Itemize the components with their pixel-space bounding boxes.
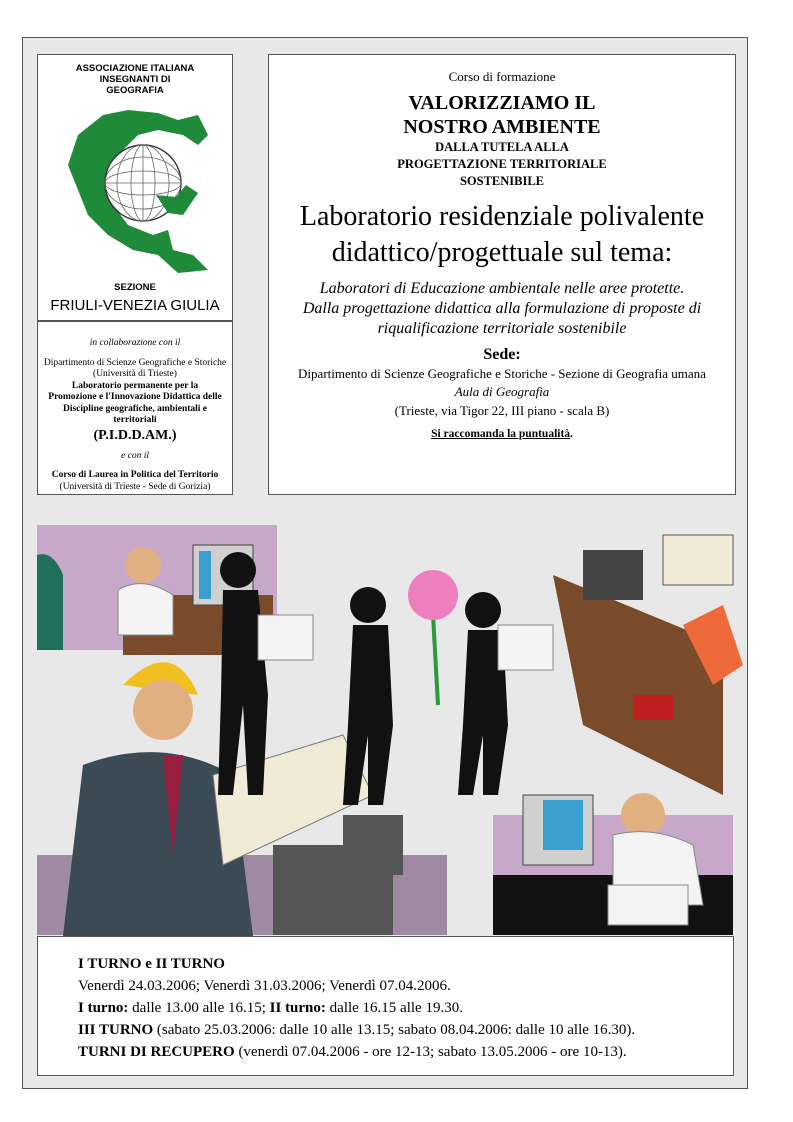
schedule-dates: Venerdì 24.03.2006; Venerdì 31.03.2006; Venerdì 07.04.2006. <box>78 978 451 994</box>
subtitle-line: DALLA TUTELA ALLA <box>435 140 569 154</box>
subtitle-line: PROGETTAZIONE TERRITORIALE <box>397 157 607 171</box>
paperwork <box>608 885 688 925</box>
title-line: VALORIZZIAMO IL <box>408 92 596 114</box>
venue-label: Sede: <box>483 346 521 363</box>
collab-course: Corso di Laurea in Politica del Territorio <box>51 470 219 480</box>
venue-dept: Dipartimento di Scienze Geografiche e Storiche - Sezione di Geografia umana <box>298 366 706 381</box>
right-monitor <box>583 550 643 600</box>
schedule-box <box>37 936 734 1076</box>
paper-stacks <box>258 615 553 670</box>
collab-course-univ: (Università di Trieste - Sede di Gorizia) <box>59 481 211 492</box>
worker-head <box>621 793 665 837</box>
collab-lab-line: Laboratorio permanente per la <box>71 380 199 391</box>
chair-shape <box>37 554 63 650</box>
collab-dept-univ: (Università di Trieste) <box>93 369 177 379</box>
flower-stem <box>433 615 438 705</box>
collab-dept: Dipartimento di Scienze Geografiche e Storiche <box>43 357 227 368</box>
schedule-recovery: TURNI DI RECUPERO (venerdì 07.04.2006 - ore 12-13; sabato 13.05.2006 - ore 10-13). <box>78 1044 627 1060</box>
collab-intro: in collaborazione con il <box>89 338 181 348</box>
collab-lab-line: Discipline geografiche, ambientali e territoriali <box>62 403 208 425</box>
lab-line: Laboratorio residenziale polivalente <box>299 201 705 232</box>
aiig-globe-logo <box>58 105 214 275</box>
schedule-third-turn: III TURNO (sabato 25.03.2006: dalle 10 alle 13.15; sabato 08.04.2006: dalle 10 alle 16.30). <box>78 1022 636 1038</box>
course-type: Corso di formazione <box>448 69 556 84</box>
title-line: NOSTRO AMBIENTE <box>403 116 601 138</box>
punctuality-note: Si raccomanda la puntualità. <box>431 428 573 440</box>
red-phone <box>633 695 673 720</box>
subtitle-line: SOSTENIBILE <box>459 174 545 188</box>
theme-line: Laboratori di Educazione ambientale nelle aree protette. <box>319 280 685 297</box>
theme-line: riqualificazione territoriale sostenibile <box>377 320 627 337</box>
theme-line: Dalla progettazione didattica alla formulazione di proposte di <box>302 300 702 317</box>
pink-flower <box>408 570 458 620</box>
schedule-heading: I TURNO e II TURNO <box>78 956 225 972</box>
venue-room: Aula di Geografia <box>454 384 550 399</box>
seated-man-head <box>125 547 161 583</box>
main-info-box <box>268 54 736 495</box>
lab-line: didattico/progettuale sul tema: <box>331 237 673 268</box>
schedule-turns: I turno: dalle 13.00 alle 16.15; II turno: dalle 16.15 alle 19.30. <box>78 1000 463 1016</box>
section-name: FRIULI-VENEZIA GIULIA <box>50 297 220 314</box>
office-clipart-illustration <box>23 495 747 936</box>
logo-box <box>37 54 233 321</box>
collaboration-box <box>37 321 233 495</box>
poster-frame <box>22 37 748 1089</box>
collab-acronym: (P.I.D.D.AM.) <box>93 427 177 443</box>
collab-lab-line: Promozione e l'Innovazione Didattica delle <box>48 392 222 402</box>
section-label: SEZIONE <box>114 282 156 293</box>
venue-address: (Trieste, via Tigor 22, III piano - scala B) <box>394 403 610 418</box>
collab-and: e con il <box>121 450 149 461</box>
right-desk-shape <box>553 575 723 795</box>
engineer-head <box>133 680 193 740</box>
association-name: ASSOCIAZIONE ITALIANA INSEGNANTI DI GEOGRAFIA <box>75 63 195 96</box>
inbox-tray <box>663 535 733 585</box>
